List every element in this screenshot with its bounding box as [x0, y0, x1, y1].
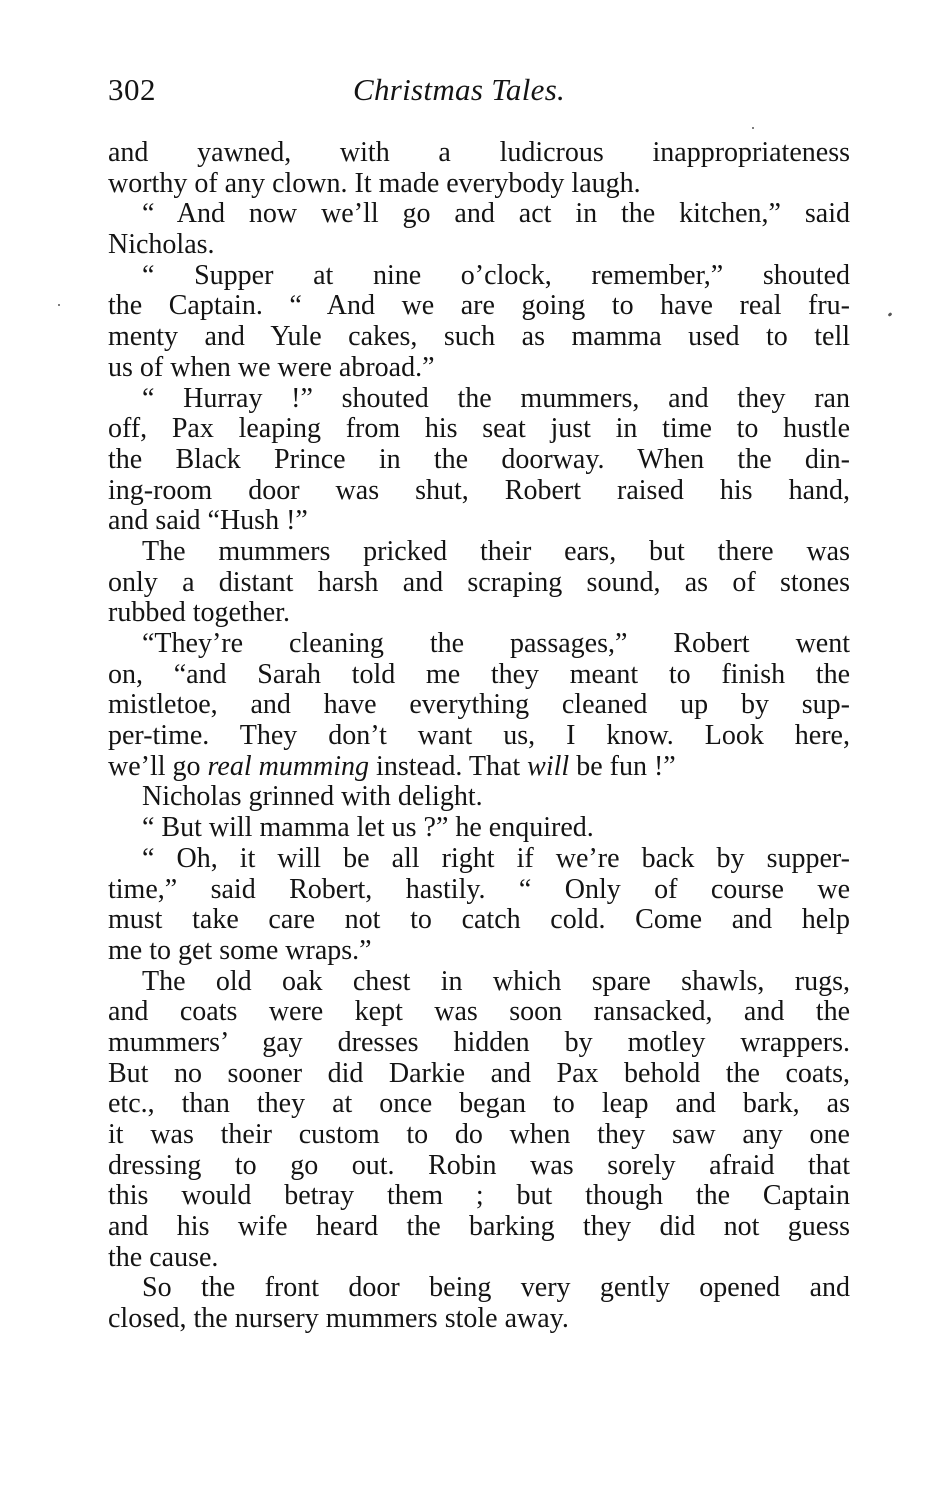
text-line: and coats were kept was soon ransacked, and the — [108, 996, 850, 1028]
text-segment: we’ll go — [108, 750, 208, 782]
text-line: “ Hurray !” shouted the mummers, and they ran — [142, 382, 850, 414]
text-line: “ But will mamma let us ?” he enquired. — [142, 812, 594, 844]
text-line: But no sooner did Darkie and Pax behold the coats, — [108, 1057, 850, 1089]
text-line: ing-room door was shut, Robert raised his hand, — [108, 474, 850, 506]
text-line: rubbed together. — [108, 597, 290, 629]
ink-speck — [888, 312, 893, 317]
text-line: worthy of any clown. It made everybody laugh. — [108, 167, 641, 199]
text-line: and yawned, with a ludicrous inappropriateness — [108, 137, 850, 168]
text-line: off, Pax leaping from his seat just in time to hustle — [108, 413, 850, 445]
text-line: The mummers pricked their ears, but there was — [142, 535, 850, 567]
text-line: “They’re cleaning the passages,” Robert went — [142, 628, 850, 659]
text-line: mistletoe, and have everything cleaned up by sup- — [108, 689, 850, 721]
text-line: on, “and Sarah told me they meant to finish the — [108, 658, 850, 690]
page-header — [108, 72, 848, 112]
text-line: Nicholas. — [108, 229, 215, 261]
text-line: the Black Prince in the doorway. When the din- — [108, 443, 850, 475]
text-line: me to get some wraps.” — [108, 934, 372, 966]
text-segment: be fun !” — [569, 750, 676, 782]
body-text — [108, 138, 850, 1335]
text-segment: instead. That — [369, 750, 528, 782]
text-line: “ Supper at nine o’clock, remember,” shouted — [142, 259, 850, 291]
text-line: and his wife heard the barking they did not guess — [108, 1211, 850, 1243]
text-line: “ And now we’ll go and act in the kitchen,” said — [142, 198, 850, 230]
text-line: the cause. — [108, 1241, 219, 1273]
text-line: “ Oh, it will be all right if we’re back by supper- — [142, 842, 850, 874]
text-line: menty and Yule cakes, such as mamma used to tell — [108, 321, 850, 353]
running-title: Christmas Tales. — [353, 72, 566, 107]
text-line: only a distant harsh and scraping sound, as of stones — [108, 566, 850, 598]
text-line: per-time. They don’t want us, I know. Look here, — [108, 720, 850, 752]
text-line — [108, 752, 850, 783]
text-line: it was their custom to do when they saw any one — [108, 1119, 850, 1150]
text-line: So the front door being very gently opened and — [142, 1272, 850, 1304]
text-line: must take care not to catch cold. Come and help — [108, 904, 850, 936]
text-line: us of when we were abroad.” — [108, 351, 435, 383]
text-line: etc., than they at once began to leap and bark, as — [108, 1088, 850, 1120]
text-line: Nicholas grinned with delight. — [142, 781, 483, 813]
page-number: 302 — [108, 72, 156, 107]
text-line: mummers’ gay dresses hidden by motley wrappers. — [108, 1026, 850, 1058]
italic-phrase: real mumming — [207, 750, 370, 782]
ink-speck — [752, 127, 754, 129]
text-line: dressing to go out. Robin was sorely afraid that — [108, 1149, 850, 1181]
ink-speck — [58, 304, 60, 306]
text-line: closed, the nursery mummers stole away. — [108, 1303, 569, 1335]
text-line: and said “Hush !” — [108, 505, 308, 537]
text-line: this would betray them ; but though the Captain — [108, 1180, 850, 1212]
text-line: time,” said Robert, hastily. “ Only of course we — [108, 873, 850, 905]
italic-phrase: will — [527, 750, 570, 782]
text-line: The old oak chest in which spare shawls, rugs, — [142, 965, 850, 997]
text-line: the Captain. “ And we are going to have real fru- — [108, 290, 850, 322]
